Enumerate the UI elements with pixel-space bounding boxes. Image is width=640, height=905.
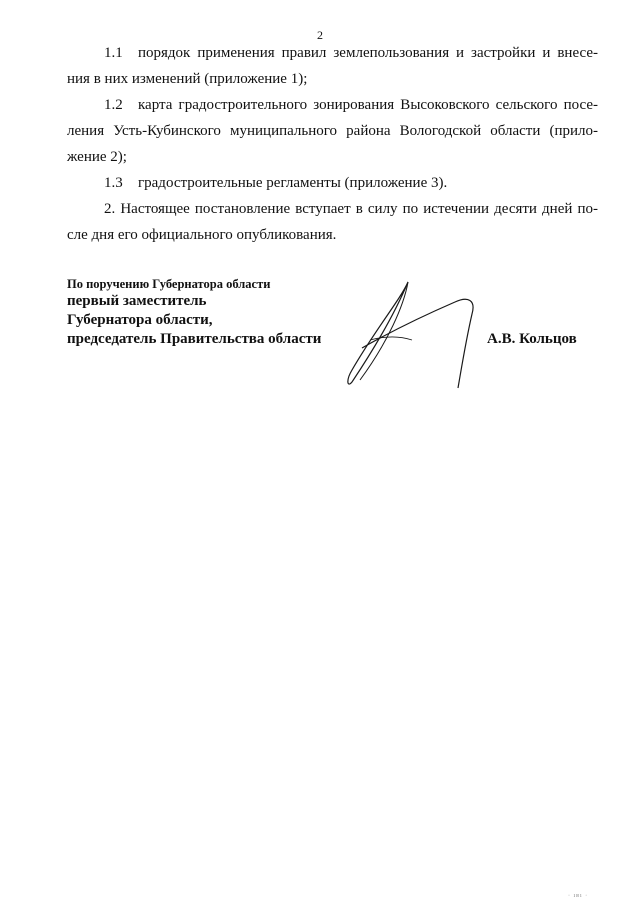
- item-number: 1.2: [104, 97, 123, 113]
- scan-mark: · ıвı ·: [568, 893, 589, 899]
- item-text: градостроительные регламенты (приложение 3).: [138, 175, 448, 191]
- item-1-2-line-2: ления Усть-Кубинского муниципального района Вологодской области (прило-: [67, 123, 598, 139]
- item-number: 1.1: [104, 45, 123, 61]
- item-1-2-line-3: жение 2);: [67, 149, 127, 165]
- clause-2-line-2: сле дня его официального опубликования.: [67, 227, 337, 243]
- item-1-1-line-1: [104, 44, 598, 62]
- signatory-title-line-3: председатель Правительства области: [67, 331, 322, 347]
- item-text: карта градостроительного зонирования Высоковского сельского посе-: [138, 97, 598, 113]
- signatory-title-line-2: Губернатора области,: [67, 312, 213, 328]
- item-number: 1.3: [104, 175, 123, 191]
- signature-instruction: По поручению Губернатора области: [67, 277, 271, 291]
- item-1-2-line-1: [104, 96, 598, 114]
- item-1-3-line-1: [104, 174, 447, 192]
- handwritten-signature: [330, 270, 490, 400]
- page-number: 2: [317, 28, 323, 42]
- item-text: порядок применения правил землепользования и застройки и внесе-: [138, 45, 598, 61]
- signatory-title-line-1: первый заместитель: [67, 293, 207, 309]
- clause-2-line-1: 2. Настоящее постановление вступает в силу по истечении десяти дней по-: [104, 201, 598, 217]
- signatory-name: А.В. Кольцов: [487, 331, 577, 347]
- item-1-1-line-2: ния в них изменений (приложение 1);: [67, 71, 308, 87]
